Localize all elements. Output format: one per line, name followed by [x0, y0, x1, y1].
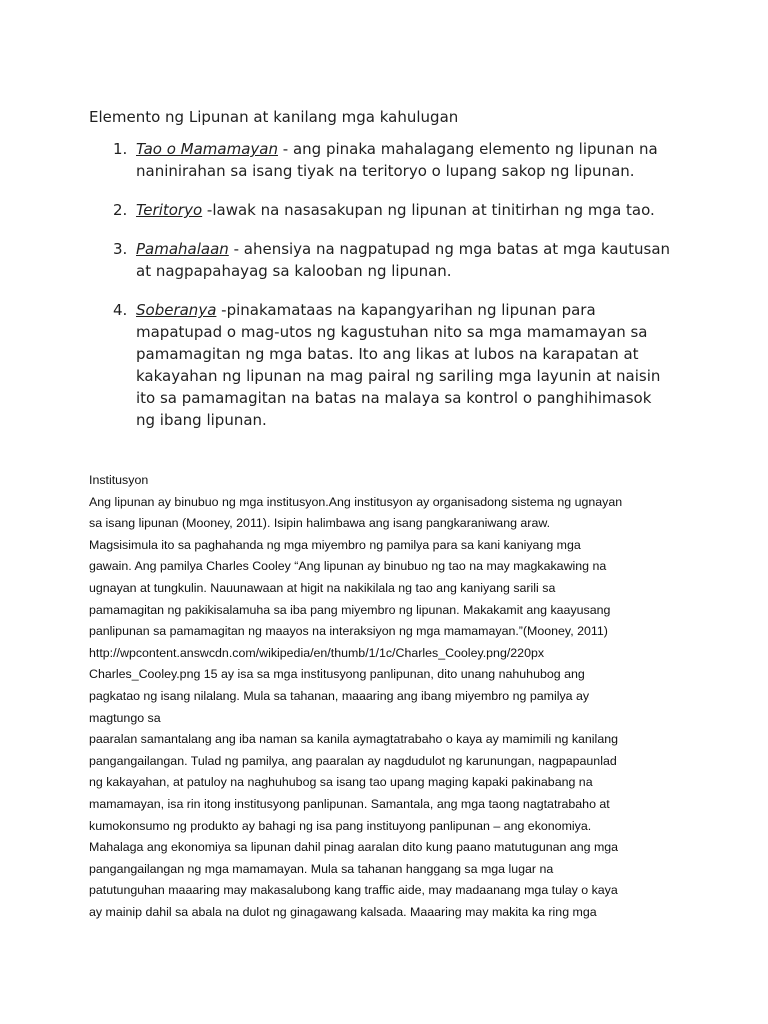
body-line: patutunguhan maaaring may makasalubong kang traffic aide, may madaanang mga tulay o kaya — [89, 883, 618, 898]
body-line: pangangailangan ng mga mamamayan. Mula sa tahanan hanggang sa mga lugar na — [89, 861, 554, 876]
list-item-number: 2. — [113, 201, 128, 219]
body-line: pangangailangan. Tulad ng pamilya, ang paaralan ay nagdudulot ng karunungan, nagpapaunlad — [89, 753, 617, 768]
body-line: panlipunan sa pamamagitan ng maayos na interaksiyon ng mga mamamayan.”(Mooney, 2011) — [89, 624, 608, 639]
body-line: http://wpcontent.answcdn.com/wikipedia/en/thumb/1/1c/Charles_Cooley.png/220px — [89, 645, 545, 660]
list-item-tao-o-mamamayan — [113, 138, 673, 182]
body-line: ng kakayahan, at patuloy na naghuhubog sa isang tao upang maging kapaki pakinabang na — [89, 775, 593, 790]
list-item-term: Teritoryo — [136, 201, 203, 219]
body-line: Charles_Cooley.png 15 ay isa sa mga institusyong panlipunan, dito unang nahuhubog ang — [89, 667, 585, 682]
body-paragraph — [89, 492, 679, 924]
body-line: pagkatao ng isang nilalang. Mula sa tahanan, maaaring ang ibang miyembro ng pamilya ay — [89, 688, 590, 703]
list-item-number: 1. — [113, 140, 128, 158]
list-item-term: Tao o Mamamayan — [136, 140, 278, 158]
body-line: mamamayan, isa rin itong institusyong panlipunan. Samantala, ang mga taong nagtatrabaho at — [89, 796, 610, 811]
body-line: kumokonsumo ng produkto ay bahagi ng isa pang instituyong panlipunan – ang ekonomiya. — [89, 818, 592, 833]
institusyon-section — [89, 470, 679, 923]
body-line: Ang lipunan ay binubuo ng mga institusyon.Ang institusyon ay organisadong sistema ng ugnayan — [89, 494, 623, 509]
body-line: Mahalaga ang ekonomiya sa lipunan dahil pinag aaralan dito kung paano matutugunan ang mga — [89, 840, 619, 855]
body-line: Magsisimula ito sa paghahanda ng mga miyembro ng pamilya para sa kani kaniyang mga — [89, 537, 581, 552]
list-item-definition: pinakamataas na kapangyarihan ng lipunan para mapatupad o mag-utos ng kagustuhan nito sa mga mamamayan sa pamamagitan ng mga batas. Ito ang likas at lubos na karapatan at kakayahan ng lipunan na mag pairal ng sariling mga layunin at naisin ito sa pamamagitan na batas na malaya sa kontrol o panghihimasok ng ibang lipunan. — [136, 301, 661, 429]
list-item-separator: - — [202, 201, 213, 219]
document-heading: Elemento ng Lipunan at kanilang mga kahulugan — [89, 108, 459, 126]
elements-list — [113, 138, 673, 448]
body-line: paaralan samantalang ang iba naman sa kanila aymagtatrabaho o kaya ay mamimili ng kanilang — [89, 732, 618, 747]
section-title: Institusyon — [89, 473, 149, 487]
body-line: ay mainip dahil sa abala na dulot ng ginagawang kalsada. Maaaring may makita ka ring mga — [89, 904, 597, 919]
list-item-definition: ahensiya na nagpatupad ng mga batas at mga kautusan at nagpapahayag sa kalooban ng lipunan. — [136, 240, 671, 280]
body-line: magtungo sa — [89, 710, 161, 725]
list-item-number: 4. — [113, 301, 128, 319]
list-item-definition: ang pinaka mahalagang elemento ng lipunan na naninirahan sa isang tiyak na teritoryo o lupang sakop ng lipunan. — [136, 140, 658, 180]
list-item-pamahalaan — [113, 238, 673, 282]
body-line: sa isang lipunan (Mooney, 2011). Isipin halimbawa ang isang pangkaraniwang araw. — [89, 516, 551, 531]
list-item-separator: - — [278, 140, 293, 158]
list-item-teritoryo — [113, 199, 673, 221]
list-item-separator: - — [228, 240, 244, 258]
list-item-term: Soberanya — [136, 301, 217, 319]
list-item-number: 3. — [113, 240, 128, 258]
list-item-soberanya — [113, 299, 673, 431]
list-item-separator: - — [216, 301, 227, 319]
body-line: ugnayan at tungkulin. Nauunawaan at higit na nakikilala ng tao ang kaniyang sarili sa — [89, 580, 556, 595]
list-item-term: Pamahalaan — [136, 240, 229, 258]
list-item-definition: lawak na nasasakupan ng lipunan at tinitirhan ng mga tao. — [212, 201, 655, 219]
body-line: pamamagitan ng pakikisalamuha sa iba pang miyembro ng lipunan. Makakamit ang kaayusang — [89, 602, 611, 617]
body-line: gawain. Ang pamilya Charles Cooley “Ang lipunan ay binubuo ng tao na may magkakawing na — [89, 559, 607, 574]
